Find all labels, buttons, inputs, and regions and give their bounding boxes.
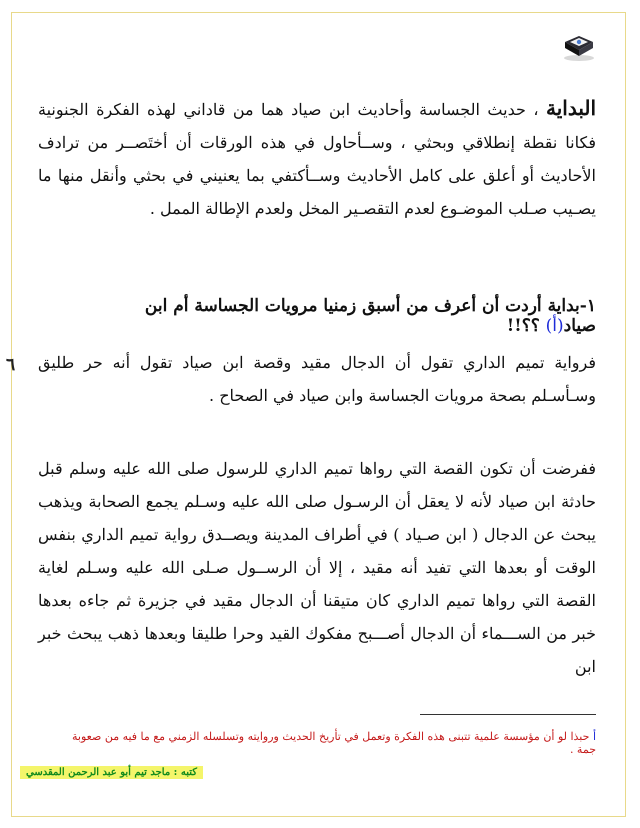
footnote-divider (420, 714, 596, 715)
intro-paragraph (38, 92, 596, 225)
footnote-mark: أ (592, 730, 596, 743)
page-number: ٦ (6, 355, 16, 375)
section-heading-punct: ؟؟!! (506, 316, 546, 336)
intro-text: ، حديث الجساسة وأحاديث ابن صياد هما من قاداني لهذه الفكرة الجنونية فكانا نقطة إنطلاقي وبحثي ، وســأحاول في هذه الورقات أن أختَصــر من ترادف الأحاديث أو أعلق على كامل الأحاديث وســأكتفي بما يعنيني في بحثي وأنقل منها ما يصـيب صـلب الموضـوع لعدم التقصـير المخل ولعدم الإطالة الممل . (38, 100, 596, 218)
section-heading (120, 296, 596, 336)
lead-word: البداية (545, 96, 596, 120)
paragraph-3: ففرضت أن تكون القصة التي رواها تميم الداري للرسول صلى الله عليه وسلم قبل حادثة ابن صياد لأنه لا يعقل أن الرسـول صلى الله عليه وسـلم يجمع الصحابة ويذهب يبحث عن الدجال ( ابن صـياد ) في أطراف المدينة ويصــدق رواية تميم الداري بنفس الوقت أو بعدها التي تفيد أنه مقيد ، إلا أن الرســول صـلى الله عليه وسـلم لغاية القصة التي رواها تميم الداري كان متيقنا أن الدجال مقيد في جزيرة ثم جاءه بعدها خبر من الســـماء أن الدجال أصـــبح مفكوك القيد وحرا طليقا وبعدها ذهب يبحث خبر ابن (38, 459, 597, 676)
footnote (60, 730, 596, 756)
section-heading-text: ١-بداية أردت أن أعرف من أسبق زمنيا مرويات الجساسة أم ابن صياد (144, 296, 596, 336)
paragraph-2: فرواية تميم الداري تقول أن الدجال مقيد وقصة ابن صياد تقول أنه حر طليق وسـأسـلم بصحة مرويات الجساسة وابن صياد في الصحاح . (38, 353, 596, 405)
book-logo-icon (562, 32, 596, 62)
signature: كتبه : ماجد تيم أبو عبد الرحمن المقدسي (20, 766, 203, 779)
footnote-reference[interactable]: (أ) (545, 316, 564, 336)
footnote-text: حبذا لو أن مؤسسة علمية تتبنى هذه الفكرة وتعمل في تأريخ الحديث وروايته وتسلسله الزمني مع ما فيه من صعوبة جمة . (72, 730, 596, 756)
